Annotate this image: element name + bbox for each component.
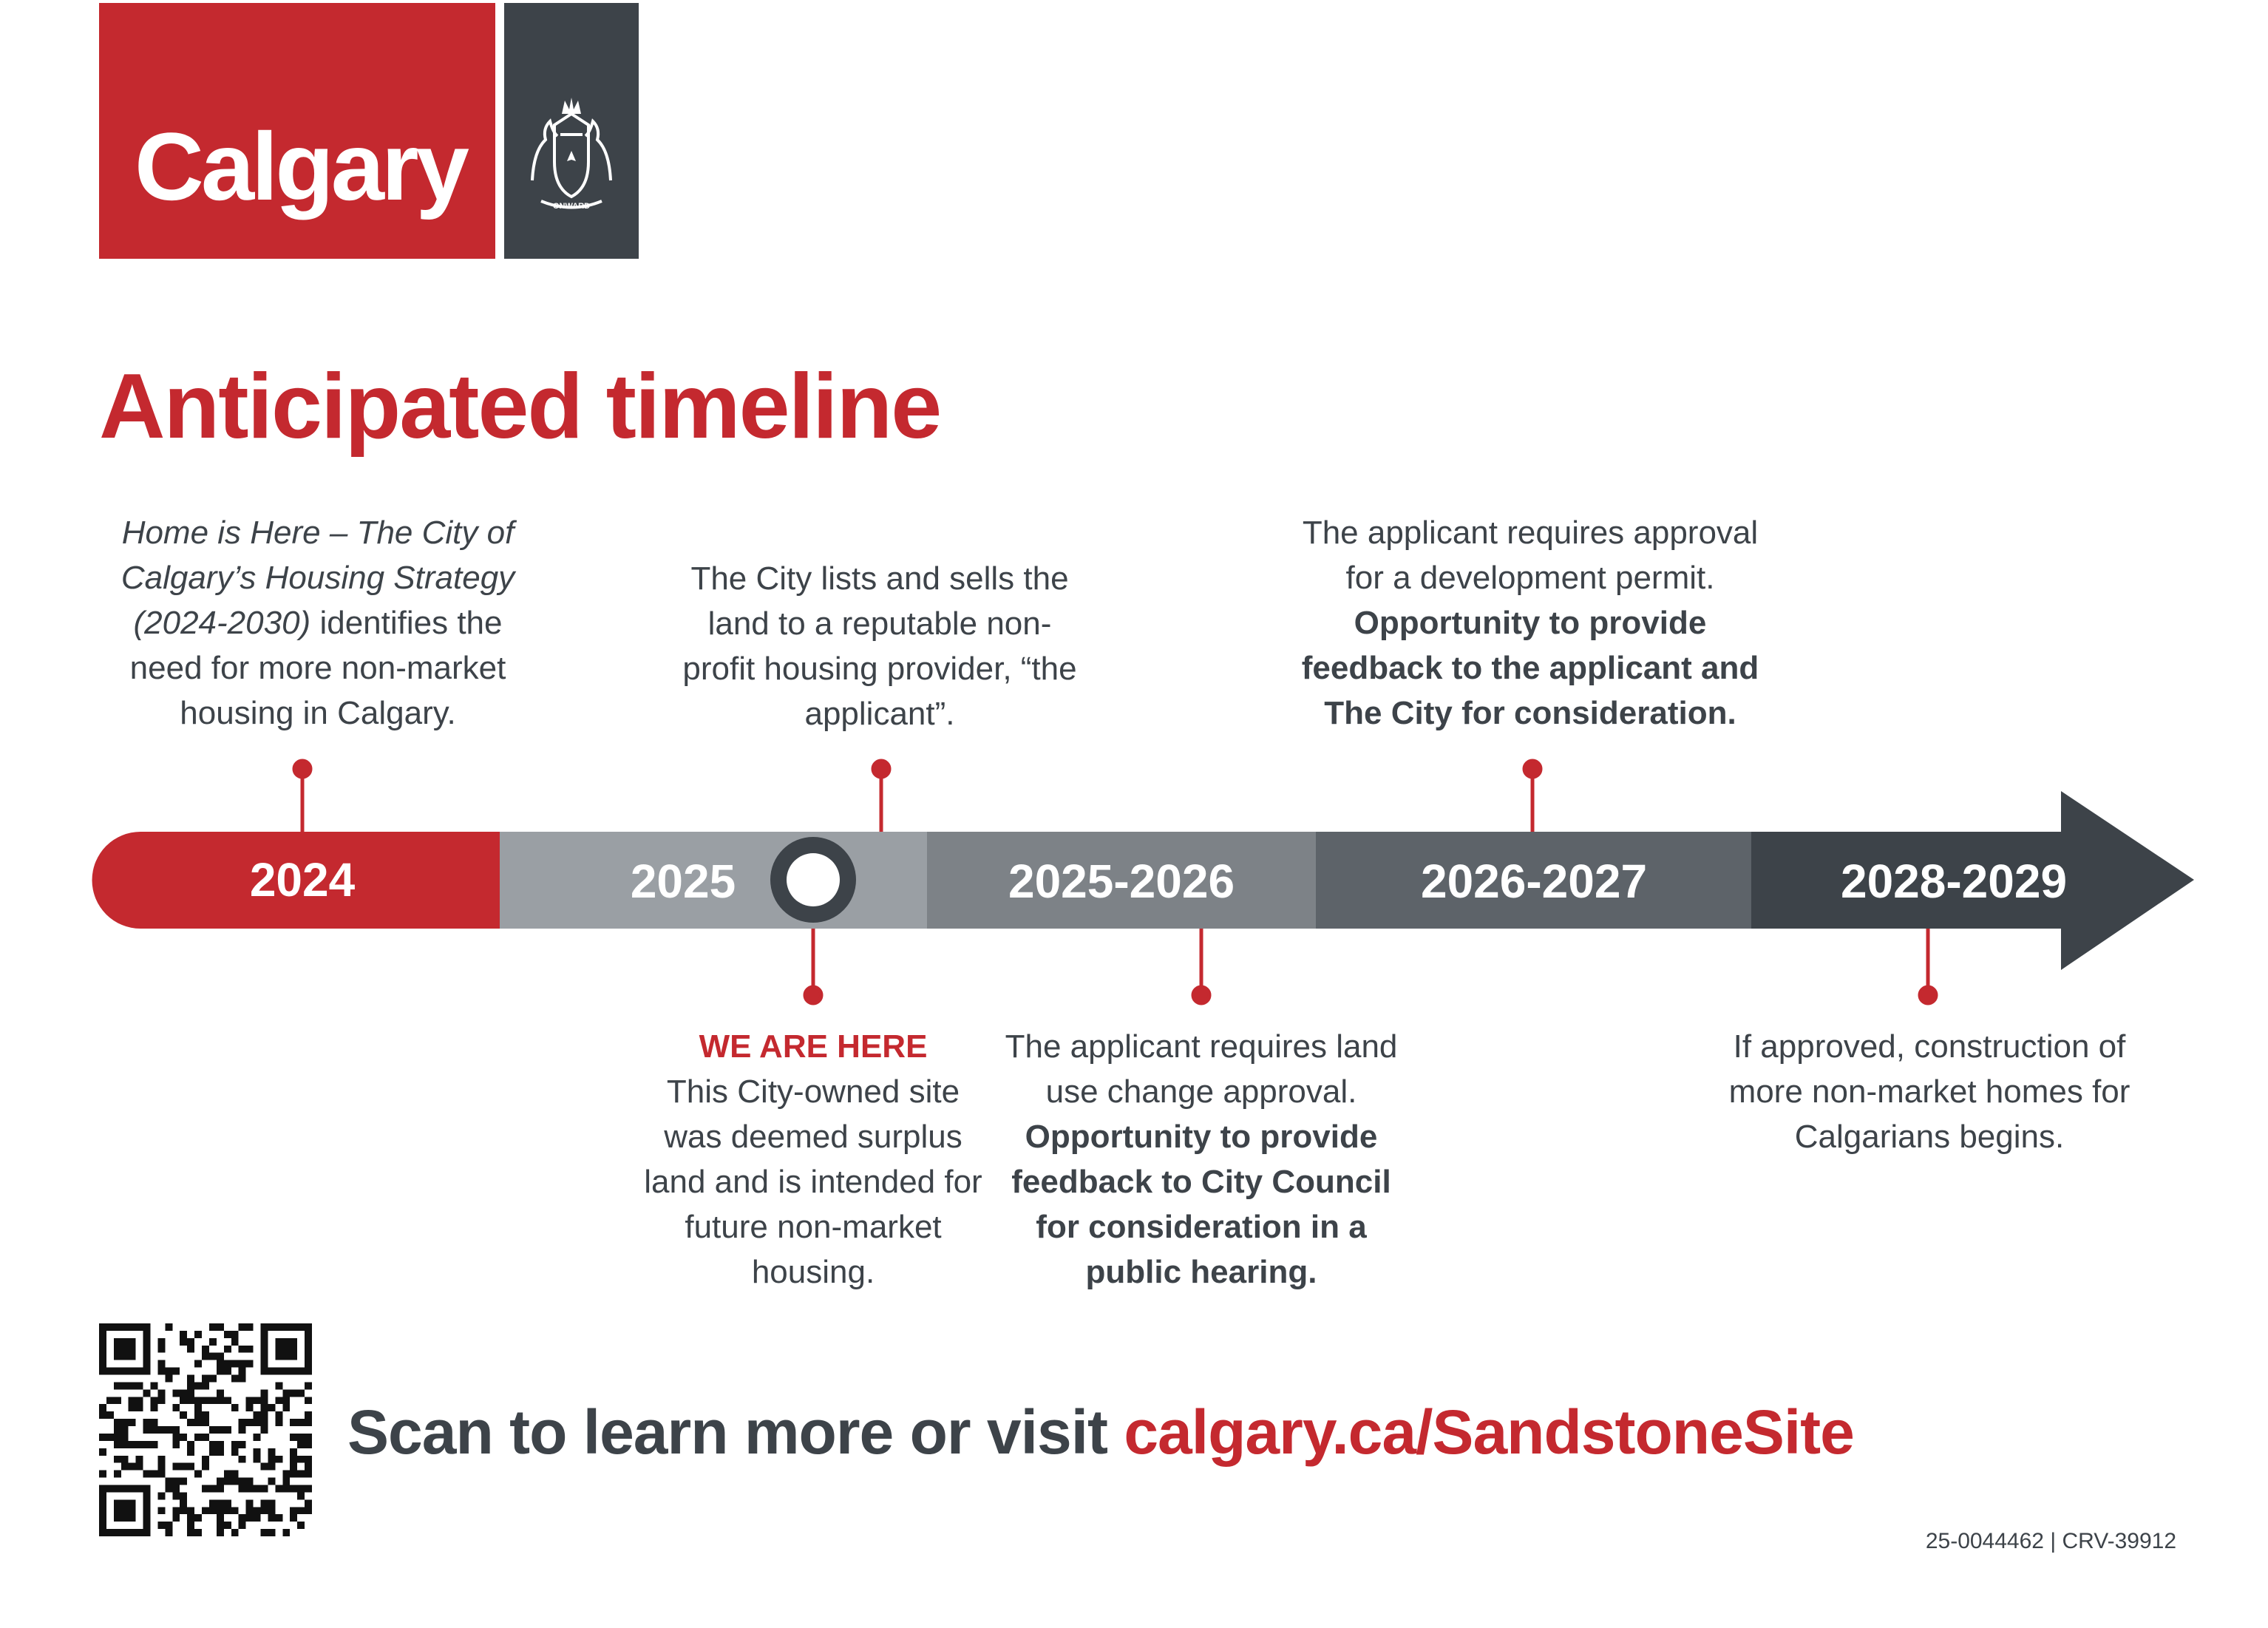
note-2028-2029: If approved, construction of more non-market homes for Calgarians begins. [1728, 1028, 2131, 1155]
note-2025-bottom-text: This City-owned site was deemed surplus land and is intended for future non-market housing. [644, 1074, 982, 1290]
connector-dot-2024 [294, 761, 310, 777]
connector-dot-2026-2027 [1524, 761, 1541, 777]
segment-label-2028-2029: 2028-2029 [1840, 855, 2068, 908]
note-2024: Home is Here – The City of Calgary’s Housing Strategy (2024-2030) identifies the need for more non-market housing in Calgary. [120, 515, 515, 731]
connector-dot-2025-bottom [805, 987, 821, 1003]
we-are-here-marker-center [787, 853, 840, 906]
note-2025-bottom [636, 1024, 991, 1295]
footer-call-to-action [347, 1397, 1854, 1467]
calgary-wordmark: Calgary [135, 112, 466, 220]
we-are-here-heading: WE ARE HERE [699, 1028, 928, 1065]
segment-label-2026-2027: 2026-2027 [1420, 855, 1648, 908]
segment-label-2025: 2025 [630, 855, 736, 908]
note-2025-2026: The applicant requires land use change approval. Opportunity to provide feedback to City Council for consideration in a public hearing. [1005, 1028, 1398, 1290]
document-code: 25-0044462 | CRV-39912 [1925, 1529, 2176, 1553]
qr-code-icon[interactable] [99, 1323, 312, 1536]
page-title: Anticipated timeline [99, 356, 941, 458]
segment-label-2025-2026: 2025-2026 [1008, 855, 1235, 908]
motto-text: ONWARD [552, 202, 591, 211]
connector-dot-2028-2029 [1920, 987, 1936, 1003]
segment-label-2024: 2024 [249, 853, 356, 906]
connector-dot-2025-2026 [1193, 987, 1209, 1003]
note-2026-2027: The applicant requires approval for a development permit. Opportunity to provide feedback to the applicant and The City for consideration. [1301, 515, 1759, 731]
footer-lead: Scan to learn more or visit [347, 1397, 1124, 1467]
connector-dot-2025-top [873, 761, 889, 777]
note-2025-top: The City lists and sells the land to a reputable non-profit housing provider, “the applicant”. [682, 560, 1077, 732]
footer-url-link[interactable]: calgary.ca/SandstoneSite [1124, 1397, 1854, 1467]
